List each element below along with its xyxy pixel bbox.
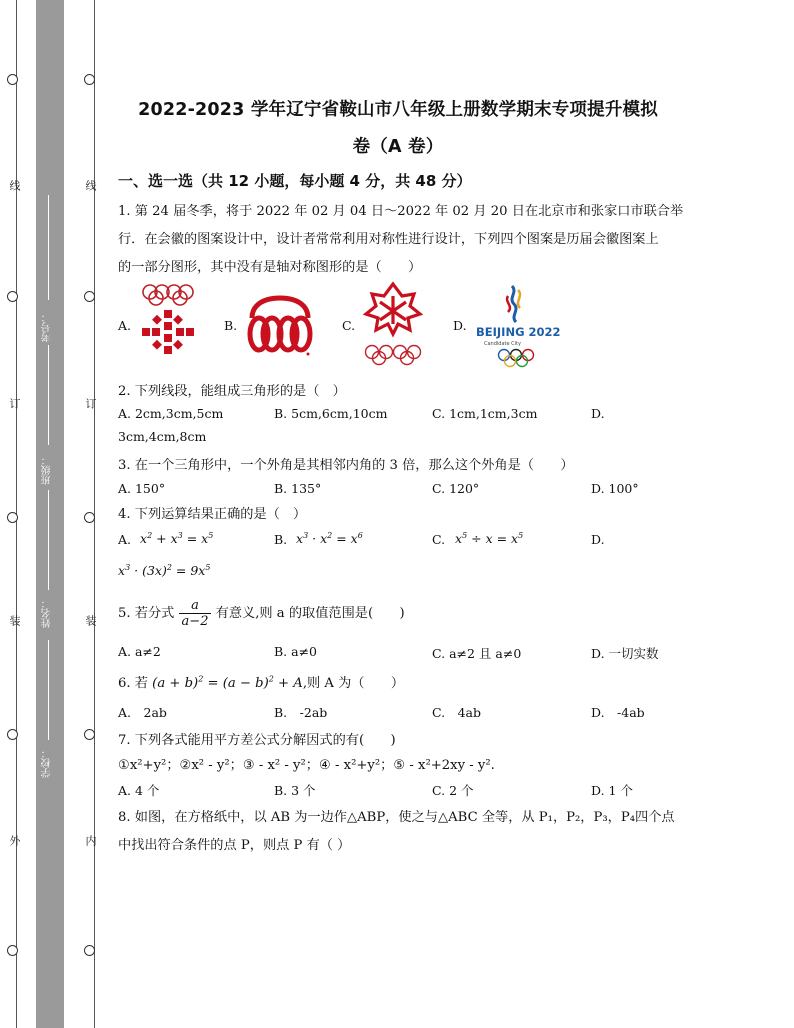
q5-suffix: 有意义,则 a 的取值范围是( ) (215, 606, 405, 621)
logo-b-montreal (242, 292, 318, 362)
q1-option-a-label: A. (118, 318, 132, 333)
q3-option-d: D. 100° (591, 481, 639, 496)
class-line (48, 345, 49, 445)
q4-option-c-formula: $x^5 \div x = x^5$ (455, 531, 524, 547)
q4-option-b-label: B. (274, 532, 288, 547)
logo-d-beijing-2022 (474, 282, 566, 368)
binding-hole (84, 729, 95, 740)
q1-option-c-label: C. (342, 318, 356, 333)
q5-option-c: C. a≠2 且 a≠0 (432, 646, 522, 661)
binding-hole (7, 945, 18, 956)
q7-option-b: B. 3 个 (274, 783, 316, 798)
q6-suffix: ,则 A 为（ ） (302, 676, 405, 691)
binding-hole (7, 729, 18, 740)
q7-stem: 7. 下列各式能用平方差公式分解因式的有( ) (118, 733, 396, 748)
logo-a-snowflake-rings (136, 282, 200, 366)
q4-option-a-label: A. (118, 532, 132, 547)
q1-line1: 1. 第 24 届冬季，将于 2022 年 02 月 04 日～2022 年 02 月 20 日在北京市和张家口市联合举 (118, 204, 684, 219)
q8-line1: 8. 如图，在方格纸中，以 AB 为一边作△ABP，使之与△ABC 全等，从 P₁，P₂，P₃，P₄四个点 (118, 810, 675, 825)
q2-option-b: B. 5cm,6cm,10cm (274, 406, 388, 421)
q4-stem: 4. 下列运算结果正确的是（ ） (118, 507, 307, 522)
binding-hole (84, 74, 95, 85)
q5-prefix: 5. 若分式 (118, 606, 175, 621)
q1-line2: 行．在会徽的图案设计中，设计者常常利用对称性进行设计，下列四个图案是历届会徽图案上 (118, 232, 659, 247)
q2-option-d-continued: 3cm,4cm,8cm (118, 429, 207, 444)
q8-line2: 中找出符合条件的点 P，则点 P 有（ ） (118, 838, 351, 853)
binding-hole (84, 512, 95, 523)
school-label: 学校： (42, 748, 53, 778)
q5-denominator: a−2 (181, 614, 209, 629)
margin-char-nei-inner: 内 (84, 835, 97, 846)
q3-option-b: B. 135° (274, 481, 322, 496)
name-line (48, 490, 49, 590)
q4-option-b-formula: $x^3 \cdot x^2 = x^6$ (296, 531, 363, 547)
q6-formula: $(a + b)^2 = (a - b)^2 + A$ (152, 674, 303, 691)
margin-char-zhuang-inner: 装 (84, 615, 97, 626)
q1-line3: 的一部分图形，其中没有是轴对称图形的是（ ） (118, 260, 422, 275)
margin-char-wai-outer: 外 (8, 835, 21, 846)
q4-option-d-label: D. (591, 532, 605, 547)
margin-gray-band (36, 0, 64, 1028)
q6-option-a: A. 2ab (118, 705, 167, 720)
q5-option-d: D. 一切实数 (591, 646, 659, 661)
q2-option-d: D. (591, 406, 605, 421)
q4-option-c-label: C. (432, 532, 446, 547)
logo-c-calgary (360, 280, 426, 366)
exam-number-line (48, 195, 49, 300)
q6-option-c: C. 4ab (432, 705, 481, 720)
q5-option-a: A. a≠2 (118, 644, 161, 659)
section-heading: 一、选一选（共 12 小题，每小题 4 分，共 48 分） (118, 172, 472, 190)
q3-option-c: C. 120° (432, 481, 480, 496)
logo-d-text: BEIJING 2022 (476, 325, 561, 339)
page-title-line2: 卷（A 卷） (352, 137, 444, 157)
q7-items: ①x²+y²；②x² - y²；③ - x² - y²；④ - x²+y²；⑤ - x²+2xy - y². (118, 758, 495, 773)
page-title-line1: 2022-2023 学年辽宁省鞍山市八年级上册数学期末专项提升模拟 (138, 100, 658, 120)
exam-number-label: 考号： (42, 312, 53, 342)
q2-stem: 2. 下列线段，能组成三角形的是（ ） (118, 384, 346, 399)
binding-hole (84, 291, 95, 302)
q5-numerator: a (179, 598, 212, 614)
margin-char-ding-outer: 订 (8, 398, 21, 409)
logo-d-subtext: Candidate City (484, 341, 521, 347)
margin-char-xian-inner: 线 (84, 180, 97, 191)
q5-option-b: B. a≠0 (274, 644, 318, 659)
q6-option-b: B. -2ab (274, 705, 328, 720)
q3-stem: 3. 在一个三角形中，一个外角是其相邻内角的 3 倍，那么这个外角是（ ） (118, 458, 574, 473)
q2-option-c: C. 1cm,1cm,3cm (432, 406, 538, 421)
q4-option-d-formula: $x^3 \cdot (3x)^2 = 9x^5$ (118, 563, 211, 579)
q7-option-d: D. 1 个 (591, 783, 633, 798)
margin-char-zhuang-outer: 装 (8, 615, 21, 626)
q5-fraction (179, 598, 212, 629)
q3-option-a: A. 150° (118, 481, 166, 496)
binding-hole (7, 291, 18, 302)
margin-char-xian-outer: 线 (8, 180, 21, 191)
q6-option-d: D. -4ab (591, 705, 645, 720)
binding-hole (7, 74, 18, 85)
name-label: 姓名： (42, 598, 53, 628)
q7-option-c: C. 2 个 (432, 783, 474, 798)
binding-hole (84, 945, 95, 956)
q2-option-a: A. 2cm,3cm,5cm (118, 406, 224, 421)
q1-option-d-label: D. (453, 318, 467, 333)
q6-prefix: 6. 若 (118, 676, 148, 691)
margin-char-ding-inner: 订 (84, 398, 97, 409)
class-label: 班级： (42, 455, 53, 485)
school-line (48, 640, 49, 740)
q4-option-a-formula: $x^2 + x^3 = x^5$ (140, 531, 214, 547)
q7-option-a: A. 4 个 (118, 783, 160, 798)
q6-stem (118, 672, 404, 691)
binding-hole (7, 512, 18, 523)
q5-stem (118, 598, 405, 629)
q1-option-b-label: B. (224, 318, 238, 333)
